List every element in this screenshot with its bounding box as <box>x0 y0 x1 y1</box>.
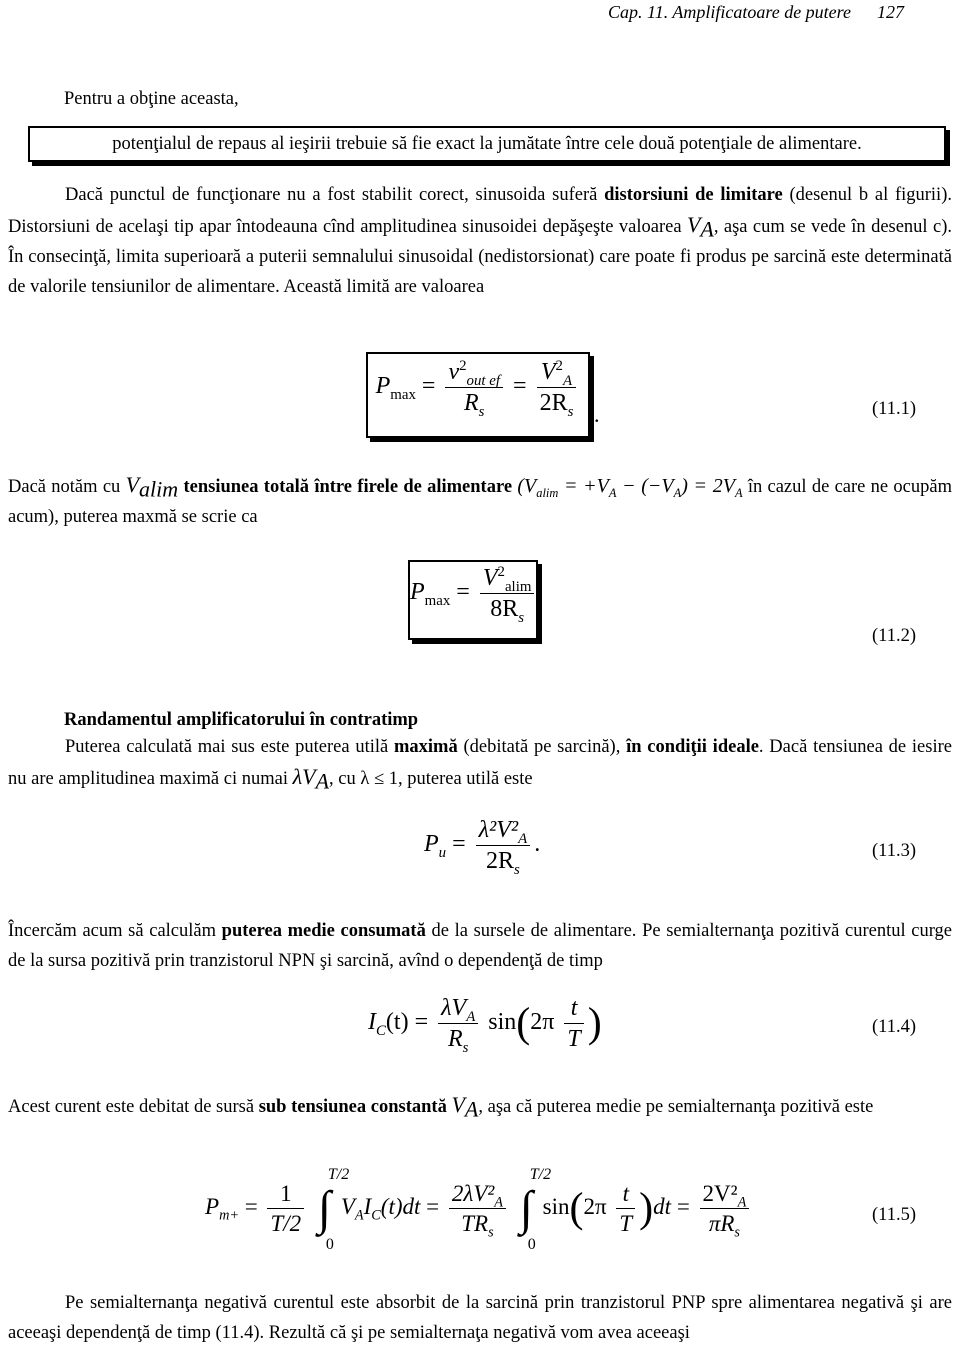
page-number: 127 <box>877 2 904 22</box>
equation-number: (11.3) <box>871 841 916 861</box>
fraction: $\frac{\lambda V_A}{R_s}$ <box>438 996 478 1051</box>
bold-term: distorsiuni de limitare <box>604 185 783 205</box>
equation-number: (11.2) <box>871 626 916 646</box>
boxed-statement-text: potenţialul de repaus al ieşirii trebuie să fie exact la jumătate între cele două potenţiale de alimentare. <box>112 134 862 154</box>
fraction: $\frac{V^2_A}{2R_s}$ <box>537 360 577 415</box>
bold-term: tensiunea totală între firele de alimentare <box>178 477 513 497</box>
fraction: $\frac{2\lambda V^2_A}{TR_s}$ <box>449 1182 506 1235</box>
equation-11-4: $I_C(t)$ = $\frac{\lambda V_A}{R_s}$ sin(2π $\frac{t}{T}$ ) <box>368 995 602 1056</box>
section-title: Randamentul amplificatorului în contratimp <box>64 710 419 730</box>
fraction: $\frac{t}{T}$ <box>564 996 583 1051</box>
equation-number: (11.1) <box>871 399 916 419</box>
fraction: $\frac{t}{T}$ <box>616 1182 635 1235</box>
equation-number: (11.4) <box>871 1017 916 1037</box>
fraction: $\frac{2V^2_A}{\pi R_s}$ <box>700 1182 750 1235</box>
page-header <box>608 0 904 27</box>
paragraph-5: Acest curent este debitat de sursă sub tensiunea constantă $V_A$, aşa că puterea medie pe semialternanţa pozitivă este <box>8 1092 874 1122</box>
equation-11-3: $P_u$ = $\frac{\lambda^2V^2_A}{2R_s}$ . <box>424 817 541 878</box>
fraction: $\frac{v^2_{out ef}}{R_s}$ <box>445 360 503 415</box>
fraction: $\frac{\lambda^2V^2_A}{2R_s}$ <box>476 818 531 873</box>
integral-sign: ∫ T/2 0 <box>317 1165 350 1253</box>
equation-11-2: $P_{max}$ = $\frac{V^2_{alim}}{8R_s}$ <box>408 560 538 640</box>
boxed-statement <box>28 126 946 162</box>
paragraph-3: Puterea calculată mai sus este puterea utilă maximă (debitată pe sarcină), în condiţii ideale. Dacă tensiunea de iesire nu are amplitudinea maximă ci numai $\lambda V_A$, cu λ ≤ 1, puterea utilă este <box>8 737 952 794</box>
equation-number: (11.5) <box>871 1205 916 1225</box>
integral-sign: ∫ T/2 0 <box>519 1165 552 1253</box>
paragraph-6: Pe semialternanţa negativă curentul este absorbit de la sarcină prin tranzistorul PNP spre alimentarea negativă şi are aceeaşi dependenţă de timp (11.4). Rezultă că şi pe semialternaţa negativă vom avea aceeaşi <box>8 1293 952 1343</box>
paragraph-4: Încercăm acum să calculăm puterea medie consumată de la sursele de alimentare. Pe semialternanţa pozitivă curentul curge de la sursa pozitivă prin tranzistorul NPN şi sarcină, avînd o dependenţă de timp <box>8 921 953 971</box>
equation-11-1: $P_{max}$ = $\frac{v^2_{out ef}}{R_s}$ = $\frac{V^2_A}{2R_s}$ <box>366 352 590 438</box>
intro-line: Pentru a obţine aceasta, <box>64 89 239 109</box>
fraction: $\frac{V^2_{alim}}{8R_s}$ <box>480 566 535 621</box>
equation-11-5: $P_{m+}$ = $\frac{1}{T/2}$ ∫ T/2 0 $V_AI_C(t)dt$ = $\frac{2\lambda V^2_A}{TR_s}$ ∫ T/2 0 sin(2π $\frac{t}{T}$ )dt = $\frac{2V^2_A}{\pi R_s}$ <box>205 1182 753 1235</box>
fraction: $\frac{1}{T/2}$ <box>267 1182 304 1235</box>
paragraph-1: Dacă punctul de funcţionare nu a fost stabilit corect, sinusoida suferă distorsiuni de limitare (desenul b al figurii). Distorsiuni de acelaşi tip apar întodeauna cînd amplitudinea sinusoidei depăşeşte valoarea $V_A$, aşa cum se vede în desenul c). În consecinţă, limita superioară a puterii semnalului sinusoidal (nedistorsionat) care poate fi produs pe sarcină este determinată de valorile tensiunilor de alimentare. Această limită are valoarea <box>8 185 952 297</box>
chapter-title: Cap. 11. Amplificatoare de putere <box>608 2 851 22</box>
paragraph-2: Dacă notăm cu $V_{alim}$ tensiunea totală între firele de alimentare ($V_{alim} = +V_A - (-V_A) = 2V_A$ în cazul de care ne ocupăm acum), puterea maxmă se scrie ca <box>8 472 952 527</box>
